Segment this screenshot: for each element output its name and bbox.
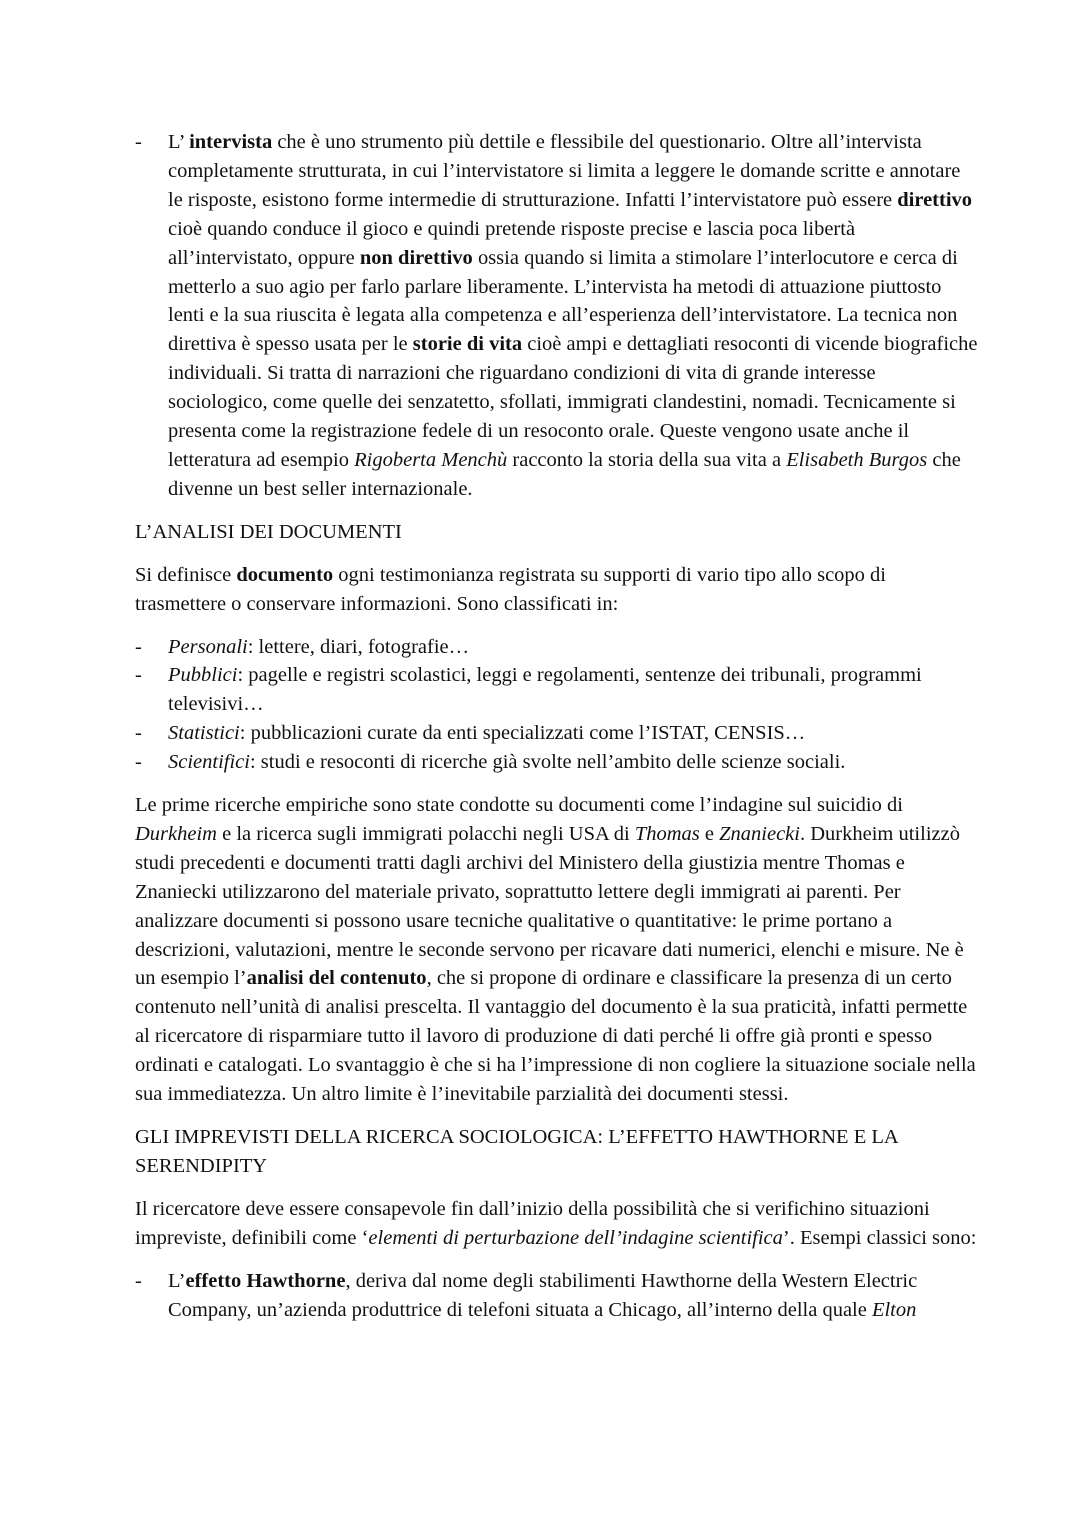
documenti-body-paragraph [135,791,980,1109]
text-run: e [699,822,720,845]
document-types-list [135,633,980,778]
text-run: ogni testimonianza registrata su supporti di vario tipo allo scopo di trasmettere o conservare informazioni. Sono classificati in: [135,563,886,615]
text-run: , che si propone di ordinare e classificare la presenza di un certo contenuto nell’unità di analisi prescelta. Il vantaggio del documento è la sua praticità, infatti permette al ricercatore di risparmiare tutto il lavoro di produzione di dati perché li offre già pronti e spesso ordinati e catalogati. Lo svantaggio è che si ha l’impressione di non cogliere la situazione sociale nella sua immediatezza. Un altro limite è l’inevitabile parzialità dei documenti stessi. [135,967,976,1106]
term-storie-di-vita: storie di vita [412,333,523,356]
section-heading-documenti: L’ANALISI DEI DOCUMENTI [135,520,402,543]
list-item-text [168,748,980,777]
list-dash: - [135,751,142,774]
type-name: Statistici [168,722,240,745]
type-name: Personali [168,635,248,658]
list-dash: - [135,131,142,153]
list-dash: - [135,635,142,658]
text-run: Si definisce [135,563,237,586]
term-direttivo: direttivo [897,188,973,211]
term-intervista: intervista [189,131,273,153]
type-name: Scientifici [168,751,250,774]
term-analisi-del-contenuto: analisi del contenuto [246,967,427,990]
text-run: L’ [168,1269,186,1292]
text-run: L’ [168,131,190,153]
name-znaniecki: Znaniecki [719,822,800,845]
text-run: ossia quando si limita a stimolare l’interlocutore e cerca di metterlo a suo agio per farlo parlare liberamente. L’intervista ha metodi di attuazione piuttosto lenti e la sua riuscita è legata alla competenza e all’esperienza dell’intervistatore. La tecnica non direttiva è spesso usata per le [168,246,958,356]
list-item-intervista [135,128,980,504]
section-heading-imprevisti: GLI IMPREVISTI DELLA RICERCA SOCIOLOGICA: L’EFFETTO HAWTHORNE E LA SERENDIPITY [135,1126,898,1177]
name-elton: Elton [871,1298,917,1321]
text-run: ’. Esempi classici sono: [782,1226,977,1249]
list-dash: - [135,1269,142,1292]
documenti-intro-paragraph [135,561,980,619]
text-run: e la ricerca sugli immigrati polacchi negli USA di [216,822,635,845]
list-item [135,661,980,719]
text-run: : pagelle e registri scolastici, leggi e regolamenti, sentenze dei tribunali, programmi televisivi… [168,664,922,716]
text-run: cioè ampi e dettagliati resoconti di vicende biografiche individuali. Si tratta di narrazioni che riguardano condizioni di vita di grande interesse sociologico, come quelle dei senzatetto, sfollati, immigrati clandestini, nomadi. Tecnicamente si presenta come la registrazione fedele di un resoconto orale. Queste vengono usate anche il letteratura ad esempio [168,333,978,471]
list-dash: - [135,722,142,745]
list-item [135,719,980,748]
name-thomas: Thomas [634,822,700,845]
text-run: . Durkheim utilizzò studi precedenti e documenti tratti dagli archivi del Ministero della giustizia mentre Thomas e Znaniecki utilizzarono del materiale privato, soprattutto lettere degli immigrati ai parenti. Per analizzare documenti si possono usare tecniche qualitative o quantitative: le prime portano a descrizioni, valutazioni, mentre le seconde servono per ricavare dati numerici, elenchi e misure. Ne è un esempio l’ [135,822,964,990]
list-item-hawthorne [135,1267,980,1325]
list-dash: - [135,664,142,687]
text-run: che è uno strumento più dettile e flessibile del questionario. Oltre all’intervista completamente strutturata, in cui l’intervistatore si limita a leggere le domande scritte e annotare le risposte, esistono forme intermedie di strutturazione. Infatti l’intervistatore può essere [168,131,961,211]
text-run: Il ricercatore deve essere consapevole fin dall’inizio della possibilità che si verifichino situazioni impreviste, definibili come ‘ [135,1197,930,1249]
text-run: cioè quando conduce il gioco e quindi pretende risposte precise e lascia poca libertà all’intervistato, oppure [168,217,856,269]
hawthorne-paragraph [168,1267,980,1325]
name-elisabeth-burgos: Elisabeth Burgos [786,448,928,471]
text-run: , deriva dal nome degli stabilimenti Hawthorne della Western Electric Company, un’azienda produttrice di telefoni situata a Chicago, all’interno della quale [168,1269,918,1321]
term-effetto-hawthorne: effetto Hawthorne [185,1269,346,1292]
imprevisti-paragraph [135,1195,980,1253]
page-content [135,128,980,1324]
text-run: : studi e resoconti di ricerche già svolte nell’ambito delle scienze sociali. [249,751,846,774]
text-run: : pubblicazioni curate da enti specializzati come l’ISTAT, CENSIS… [239,722,806,745]
quote-perturbazione: elementi di perturbazione dell’indagine scientifica [368,1226,783,1249]
text-run: Le prime ricerche empiriche sono state condotte su documenti come l’indagine sul suicidio di [135,794,903,817]
term-documento: documento [236,563,334,586]
text-run: che divenne un best seller internazionale. [168,448,961,500]
list-item-text [168,719,980,748]
list-item [135,633,980,662]
term-non-direttivo: non direttivo [359,246,473,269]
text-run: : lettere, diari, fotografie… [247,635,470,658]
list-item-text [168,633,980,662]
text-run: racconto la storia della sua vita a [507,448,787,471]
name-rigoberta-menchu: Rigoberta Menchù [354,448,508,471]
list-item [135,748,980,777]
interview-paragraph [168,128,980,504]
name-durkheim: Durkheim [135,822,217,845]
list-item-text [168,661,980,719]
type-name: Pubblici [168,664,238,687]
